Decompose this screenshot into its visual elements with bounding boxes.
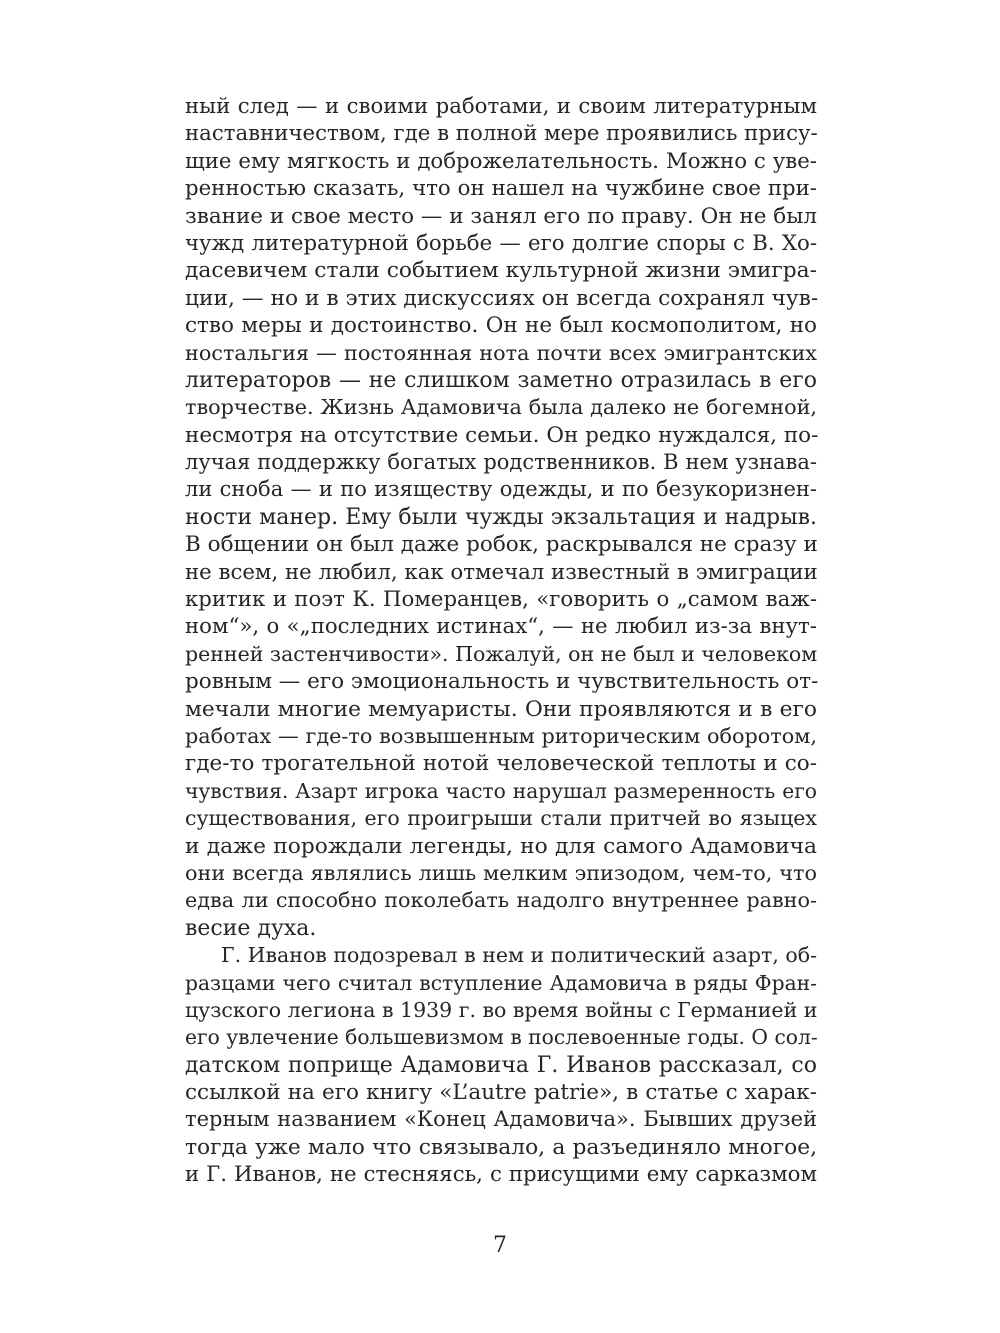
text-line: тогда уже мало что связывало, а разъединяло многое, <box>185 1134 817 1160</box>
text-line: ли сноба — и по изяществу одежды, и по безукоризнен- <box>185 477 817 502</box>
text-line: щие ему мягкость и доброжелательность. Можно с уве- <box>185 148 817 174</box>
text-line: лучая поддержку богатых родственников. В нем узнава- <box>185 450 817 475</box>
text-line: ностальгия — постоянная нота почти всех эмигрантских <box>185 340 817 365</box>
text-line: литераторов — не слишком заметно отразилась в его <box>185 367 817 393</box>
text-line: ности манер. Ему были чужды экзальтация и надрыв. <box>185 504 817 530</box>
text-line: работах — где-то возвышенным риторическим оборотом, <box>185 723 817 748</box>
text-line: ренней застенчивости». Пожалуй, он не был и человеком <box>185 641 818 666</box>
text-line: критик и поэт К. Померанцев, «говорить о „самом важ- <box>185 587 817 613</box>
text-line: дасевичем стали событием культурной жизни эмигра- <box>185 258 817 284</box>
text-line: несмотря на отсутствие семьи. Он редко нуждался, по- <box>185 422 819 448</box>
text-line: ном“», о «„последних истинах“, — не любил из-за внут- <box>185 614 817 640</box>
text-line: его увлечение большевизмом в послевоенные годы. О сол- <box>185 1025 818 1050</box>
text-line: мечали многие мемуаристы. Они проявляются и в его <box>185 696 817 722</box>
text-line: чужд литературной борьбе — его долгие споры с В. Хо- <box>185 230 817 256</box>
text-line: цузского легиона в 1939 г. во время войны с Германией и <box>185 997 818 1022</box>
text-line: ный след — и своими работами, и своим литературным <box>185 94 817 119</box>
text-line: и даже порождали легенды, но для самого Адамовича <box>185 833 817 859</box>
text-line: разцами чего считал вступление Адамовича в ряды Фран- <box>185 970 817 995</box>
text-line: чувствия. Азарт игрока часто нарушал размеренность его <box>185 778 817 803</box>
text-line: терным названием «Конец Адамовича». Бывших друзей <box>185 1107 817 1132</box>
text-line: ции, — но и в этих дискуссиях он всегда сохранял чув- <box>185 285 819 311</box>
text-line: звание и свое место — и занял его по праву. Он не был <box>185 203 817 229</box>
text-line: весие духа. <box>185 915 317 941</box>
text-line: не всем, не любил, как отмечал известный в эмиграции <box>185 559 818 585</box>
text-line: и Г. Иванов, не стесняясь, с присущими ему сарказмом <box>185 1162 817 1188</box>
text-line: ренностью сказать, что он нашел на чужбине свое при- <box>185 176 817 202</box>
text-line: ство меры и достоинство. Он не был космополитом, но <box>185 313 817 339</box>
page-number: 7 <box>493 1233 507 1258</box>
text-line: наставничеством, где в полной мере проявились прису- <box>185 121 818 147</box>
body-text <box>185 93 817 1189</box>
text-line: ровным — его эмоциональность и чувствительность от- <box>185 669 819 695</box>
text-line: где-то трогательной нотой человеческой теплоты и со- <box>185 751 817 777</box>
text-line: они всегда являлись лишь мелким эпизодом, чем-то, что <box>185 860 817 885</box>
text-line: ссылкой на его книгу «L’autre patrie», в статье с харак- <box>185 1080 817 1106</box>
text-line: творчестве. Жизнь Адамовича была далеко не богемной, <box>185 395 817 420</box>
text-line: Г. Иванов подозревал в нем и политический азарт, об- <box>221 943 817 968</box>
text-line: едва ли способно поколебать надолго внутреннее равно- <box>185 888 817 913</box>
text-line: В общении он был даже робок, раскрывался не сразу и <box>185 532 818 558</box>
text-line: существования, его проигрыши стали притчей во языцех <box>185 806 817 831</box>
text-line: датском поприще Адамовича Г. Иванов рассказал, со <box>185 1052 817 1078</box>
